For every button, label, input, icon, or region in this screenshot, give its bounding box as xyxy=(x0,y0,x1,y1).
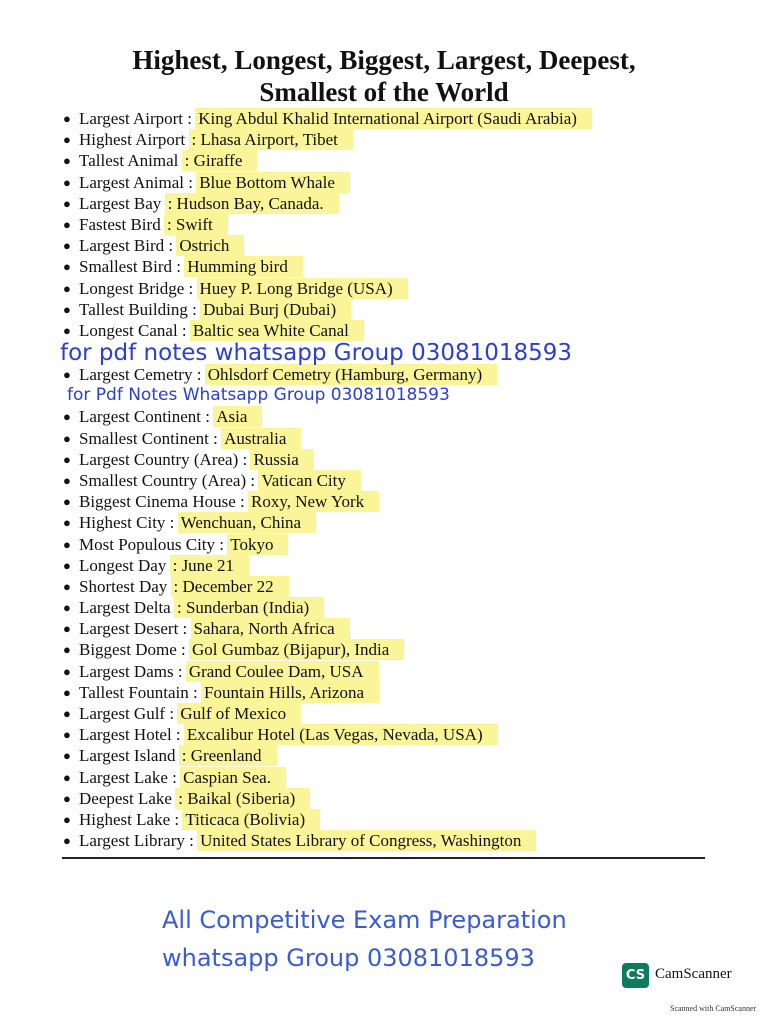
item-value: Baltic sea White Canal xyxy=(191,321,363,340)
item-value: Vatican City xyxy=(259,471,360,490)
list-item xyxy=(63,108,591,129)
item-value: : Giraffe xyxy=(183,151,257,170)
bullet-icon: ● xyxy=(63,748,71,764)
list-item xyxy=(63,661,535,682)
item-label: Smallest Continent : xyxy=(79,428,218,448)
page-title-line-2: Smallest of the World xyxy=(259,77,509,107)
item-label: Largest Bird : xyxy=(79,236,174,256)
list-item xyxy=(63,406,535,427)
list-item xyxy=(63,214,591,235)
item-label: Smallest Bird : xyxy=(79,257,181,277)
bullet-icon: ● xyxy=(63,216,71,232)
item-label: Largest Animal : xyxy=(79,172,193,192)
item-label: Deepest Lake xyxy=(79,788,172,808)
bullet-icon: ● xyxy=(63,301,71,317)
bullet-icon: ● xyxy=(63,195,71,211)
bullet-icon: ● xyxy=(63,132,71,148)
bullet-icon: ● xyxy=(63,322,71,338)
bullet-icon: ● xyxy=(63,153,71,169)
item-value: Grand Coulee Dam, USA xyxy=(187,662,378,681)
item-label: Tallest Fountain : xyxy=(79,682,198,702)
bullet-icon: ● xyxy=(63,536,71,552)
bullet-icon: ● xyxy=(63,111,71,126)
item-value: : December 22 xyxy=(172,577,288,596)
item-value: Ohlsdorf Cemetry (Hamburg, Germany) xyxy=(206,365,496,384)
item-label: Tallest Building : xyxy=(79,299,197,319)
whatsapp-watermark-small: for Pdf Notes Whatsapp Group 03081018593 xyxy=(67,385,450,405)
records-list-bottom xyxy=(63,364,535,851)
bottom-rule xyxy=(62,857,705,859)
item-label: Shortest Day xyxy=(79,576,168,596)
item-value: Titicaca (Bolivia) xyxy=(183,810,319,829)
item-value: Asia xyxy=(214,407,261,426)
list-item xyxy=(63,639,535,660)
list-item xyxy=(63,788,535,809)
list-item xyxy=(63,576,535,597)
whatsapp-watermark-large: for pdf notes whatsapp Group 03081018593 xyxy=(60,340,573,366)
item-label: Largest Continent : xyxy=(79,407,210,427)
list-item xyxy=(63,597,535,618)
item-value: Blue Bottom Whale xyxy=(197,173,349,192)
item-value: : Hudson Bay, Canada. xyxy=(166,194,338,213)
footer-line-2: whatsapp Group 03081018593 xyxy=(162,944,535,972)
list-item xyxy=(63,555,535,576)
bullet-icon: ● xyxy=(63,259,71,275)
item-value: Huey P. Long Bridge (USA) xyxy=(198,279,407,298)
list-item xyxy=(63,428,535,449)
item-value: Roxy, New York xyxy=(249,492,378,511)
item-value: : June 21 xyxy=(171,556,248,575)
bullet-icon: ● xyxy=(63,367,71,382)
list-item xyxy=(63,534,535,555)
item-value: Excalibur Hotel (Las Vegas, Nevada, USA) xyxy=(185,725,497,744)
item-value: Dubai Burj (Dubai) xyxy=(201,300,350,319)
item-value: Tokyo xyxy=(228,535,287,554)
bullet-icon: ● xyxy=(63,706,71,721)
item-value: : Greenland xyxy=(180,746,276,765)
item-label: Largest Delta xyxy=(79,598,171,618)
item-value: Ostrich xyxy=(177,236,243,255)
item-value: Gulf of Mexico xyxy=(178,704,300,723)
item-label: Largest Desert : xyxy=(79,619,188,639)
bullet-icon: ● xyxy=(63,642,71,658)
list-item xyxy=(63,129,591,150)
bullet-icon: ● xyxy=(63,280,71,296)
item-value: : Swift xyxy=(165,215,227,234)
item-label: Longest Day xyxy=(79,555,167,575)
item-label: Biggest Dome : xyxy=(79,640,186,660)
item-label: Largest Dams : xyxy=(79,661,183,681)
item-label: Largest Cemetry : xyxy=(79,365,202,384)
bullet-icon: ● xyxy=(63,578,71,594)
item-label: Most Populous City : xyxy=(79,534,225,554)
item-value: : Baikal (Siberia) xyxy=(176,789,309,808)
item-label: Largest Lake : xyxy=(79,767,177,787)
list-item xyxy=(63,512,535,533)
item-label: Largest Library : xyxy=(79,831,194,851)
list-item xyxy=(63,172,591,193)
list-item xyxy=(63,724,535,745)
bullet-icon: ● xyxy=(63,494,71,510)
item-label: Highest Airport xyxy=(79,130,186,150)
bullet-icon: ● xyxy=(63,727,71,743)
item-value: : Sunderban (India) xyxy=(175,598,323,617)
item-value: Russia xyxy=(251,450,312,469)
camscanner-logo-icon: CS xyxy=(622,963,649,988)
item-value: Caspian Sea. xyxy=(181,768,285,787)
item-label: Biggest Cinema House : xyxy=(79,492,245,512)
bullet-icon: ● xyxy=(63,600,71,616)
bullet-icon: ● xyxy=(63,811,71,827)
list-item xyxy=(63,745,535,766)
item-label: Smallest Country (Area) : xyxy=(79,470,256,490)
list-item xyxy=(63,150,591,171)
bullet-icon: ● xyxy=(63,557,71,573)
bullet-icon: ● xyxy=(63,769,71,785)
item-label: Longest Canal : xyxy=(79,320,187,340)
list-item xyxy=(63,830,535,851)
list-item xyxy=(63,235,591,256)
list-item xyxy=(63,809,535,830)
list-item xyxy=(63,470,535,491)
item-value: Wenchuan, China xyxy=(179,513,315,532)
item-label: Largest Bay xyxy=(79,193,162,213)
bullet-icon: ● xyxy=(63,472,71,488)
list-item xyxy=(63,682,535,703)
bullet-icon: ● xyxy=(63,430,71,446)
bullet-icon: ● xyxy=(63,451,71,467)
list-item xyxy=(63,256,591,277)
list-item xyxy=(63,491,535,512)
bullet-icon: ● xyxy=(63,621,71,637)
list-item xyxy=(63,618,535,639)
bullet-icon: ● xyxy=(63,515,71,531)
bullet-icon: ● xyxy=(63,174,71,190)
item-label: Highest Lake : xyxy=(79,809,180,829)
item-label: Largest Airport : xyxy=(79,109,192,128)
item-value: Gol Gumbaz (Bijapur), India xyxy=(190,640,403,659)
item-label: Highest City : xyxy=(79,513,175,533)
item-label: Largest Gulf : xyxy=(79,704,175,723)
item-value: United States Library of Congress, Washington xyxy=(198,831,535,850)
item-value: : Lhasa Airport, Tibet xyxy=(190,130,352,149)
footer-line-1: All Competitive Exam Preparation xyxy=(162,906,567,934)
list-item xyxy=(63,299,591,320)
list-item xyxy=(63,767,535,788)
scanned-with-note: Scanned with CamScanner xyxy=(670,1004,757,1013)
item-label: Largest Island xyxy=(79,746,176,766)
records-list-top xyxy=(63,108,591,341)
item-label: Longest Bridge : xyxy=(79,278,194,298)
list-item xyxy=(63,278,591,299)
bullet-icon: ● xyxy=(63,409,71,425)
item-label: Largest Hotel : xyxy=(79,725,181,745)
item-value: Fountain Hills, Arizona xyxy=(202,683,378,702)
item-value: King Abdul Khalid International Airport (Saudi Arabia) xyxy=(196,109,591,128)
item-value: Sahara, North Africa xyxy=(192,619,349,638)
item-value: Humming bird xyxy=(185,257,302,276)
item-value: Australia xyxy=(222,429,300,448)
list-item xyxy=(63,193,591,214)
list-item xyxy=(63,449,535,470)
bullet-icon: ● xyxy=(63,238,71,254)
camscanner-name: CamScanner xyxy=(655,966,732,982)
bullet-icon: ● xyxy=(63,684,71,700)
item-label: Fastest Bird xyxy=(79,214,161,234)
list-item xyxy=(63,703,535,724)
bullet-icon: ● xyxy=(63,833,71,849)
item-label: Largest Country (Area) : xyxy=(79,449,248,469)
page-title-line-1: Highest, Longest, Biggest, Largest, Deepest, xyxy=(132,45,636,75)
item-label: Tallest Animal xyxy=(79,151,179,171)
bullet-icon: ● xyxy=(63,663,71,679)
bullet-icon: ● xyxy=(63,790,71,806)
